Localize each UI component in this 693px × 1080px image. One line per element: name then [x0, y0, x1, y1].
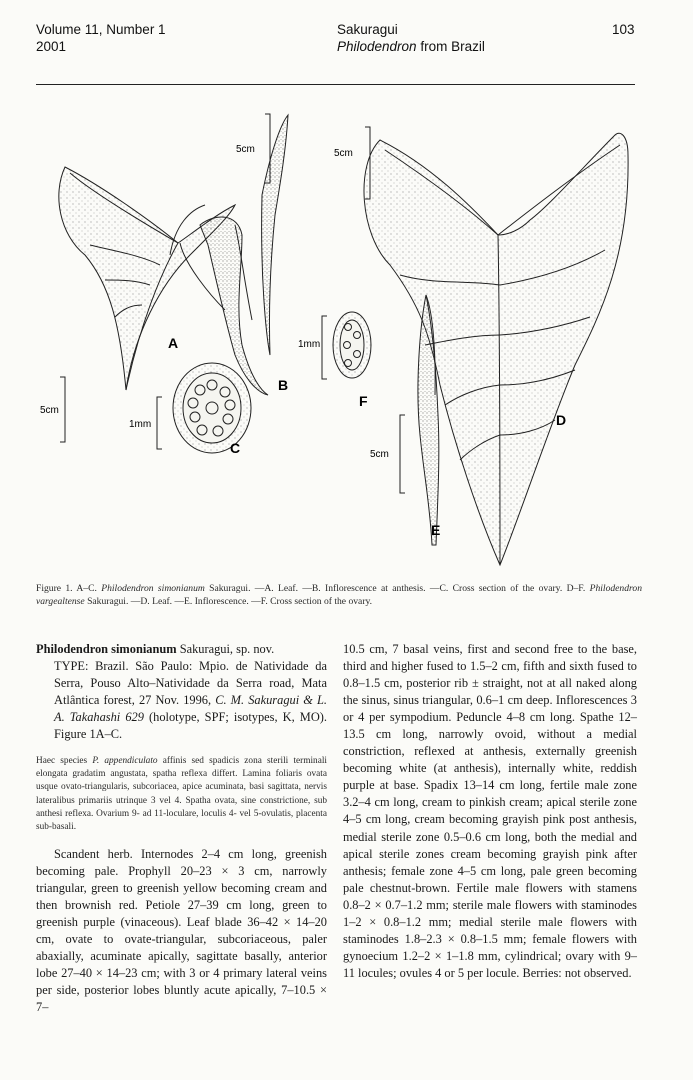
type-citation-text-1: TYPE: Brazil. São Paulo: Mpio. de Natividade da Serra, Pouso Alto–Natividade da Serra road, Mata Atlântica forest, 27 Nov. 1996,: [54, 659, 327, 708]
running-title: [337, 38, 485, 55]
species-name: Philodendron simonianum: [36, 642, 177, 656]
journal-year: 2001: [36, 39, 67, 54]
scale-label-d-leaf: 5cm: [334, 148, 353, 159]
scale-label-c-cross-section: 1mm: [129, 419, 152, 430]
panel-label-c: C: [230, 440, 241, 456]
text-column-left: [36, 641, 327, 1016]
scale-label-b-inflorescence: 5cm: [236, 144, 255, 155]
type-citation: [36, 658, 327, 743]
type-collectors: C. M. Sakuragui & L. A. Takahashi 629: [54, 693, 327, 725]
figure-illustration: [30, 95, 650, 573]
caption-text-3: Sakuragui. —D. Leaf. —E. Inflorescence. —F. Cross section of the ovary.: [84, 595, 373, 607]
type-citation-text-2: (holotype, SPF; isotypes, K, MO). Figure 1A–C.: [54, 710, 327, 742]
running-title-genus: Philodendron: [337, 39, 417, 54]
running-title-rest: from Brazil: [416, 39, 485, 54]
text-column-right: [343, 641, 637, 982]
caption-species-2: Philodendron vargealtense: [36, 583, 642, 607]
leaf-a-drawing: [59, 167, 235, 390]
panel-label-b: B: [278, 377, 289, 393]
caption-text-2: Sakuragui. —A. Leaf. —B. Inflorescence at anthesis. —C. Cross section of the ovary. D–F.: [204, 583, 590, 594]
panel-label-a: A: [168, 335, 179, 351]
scale-label-e-inflorescence: 5cm: [370, 449, 389, 460]
description-paragraph: Scandent herb. Internodes 2–4 cm long, greenish becoming pale. Prophyll 20–23 × 3 cm, narrowly triangular, green to greenish yellow becoming cream and then brownish red. Petiole 27–39 cm long, green to greenish purple (vinaceous). Leaf blade 36–42 × 14–20 cm, ovate to ovate-triangular, subcoriaceous, paler abaxially, acuminate apically, sagittate basally, anterior lobe 27–40 × 14–23 cm; with 3 or 4 primary lateral veins per side, posterior lobes bluntly acute apically, 7–10.5 × 7–: [36, 846, 327, 1015]
leaf-d-drawing: [364, 133, 628, 565]
species-authority: Sakuragui, sp. nov.: [176, 642, 275, 656]
panel-label-f: F: [359, 393, 368, 409]
caption-text-1: Figure 1. A–C.: [36, 583, 102, 594]
figure-caption: [36, 583, 642, 608]
header-rule: [36, 84, 635, 85]
latin-species: P. appendiculato: [92, 756, 158, 767]
journal-volume: Volume 11, Number 1: [36, 22, 166, 37]
inflorescence-b-drawing: [200, 115, 288, 395]
latin-text-2: affinis sed spadicis zona sterili terminali elongata gradatim angustata, spatha reflexa differt. Lamina foliaris ovata usque ovato-triangularis, subcoriacea, apice acuminata, basi sagittata, nervis lateralibus primariis utrinque 3 vel 4. Spatha ovata, sine constrictione, sub anthesi reflexa. Ovarium 9- ad 11-loculare, loculis 4- vel 5-ovulatis, placenta sub-basali.: [36, 756, 327, 832]
caption-species-1: Philodendron simonianum: [101, 583, 205, 594]
latin-text-1: Haec species: [36, 756, 93, 767]
species-entry: [36, 641, 327, 658]
page-number: 103: [612, 22, 635, 37]
panel-label-d: D: [556, 412, 567, 428]
latin-diagnosis: [36, 755, 327, 834]
scale-label-f-cross-section: 1mm: [298, 339, 321, 350]
ovary-cross-section-f: [333, 312, 371, 378]
running-header-center: [337, 21, 485, 55]
running-header-left: [36, 21, 166, 55]
description-continued: 10.5 cm, 7 basal veins, first and second free to the base, third and higher fused to 1.5–2 cm, fifth and sixth fused to 0.8–1.5 cm, posterior rib ± straight, not at all naked along the sinus, sinus triangular, 0.6–1 cm deep. Inflorescences 3 or 4 per sympodium. Peduncle 4–8 cm long. Spathe 12–13.5 cm long, narrowly ovoid, without a medial constriction, reflexed at anthesis, externally greenish becoming white (at anthesis), internally white, reddish purple at base. Spadix 13–14 cm long, fertile male zone 3.2–4 cm long, cream to pinkish cream; apical sterile zone 4–5 cm long, cream becoming grayish pink post anthesis, medial sterile zone 0.5–0.6 cm long, both the medial and apical sterile zones cream becoming grayish pink after anthesis; female zone 4–5 cm long, pale green becoming pale chestnut-brown. Fertile male flowers with stamens 0.8–2 × 0.7–1.2 mm; sterile male flowers with staminodes 1–2 × 0.8–1.2 mm; medial sterile male flowers with staminodes 1.8–2.3 × 0.8–1.5 mm; female flowers with gynoecium 1.2–2 × 1–1.8 mm, cylindrical; ovary with 9–11 locules; ovules 4 or 5 per locule. Berries: not observed.: [343, 642, 637, 980]
scale-label-a-leaf: 5cm: [40, 405, 59, 416]
panel-label-e: E: [431, 522, 441, 538]
running-author: Sakuragui: [337, 22, 398, 37]
